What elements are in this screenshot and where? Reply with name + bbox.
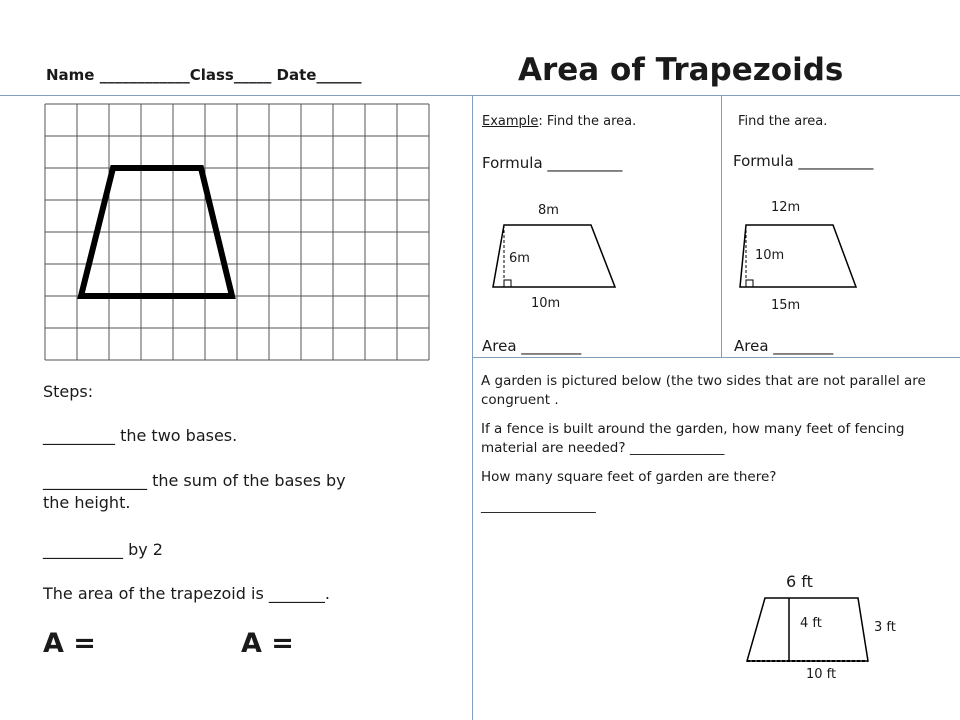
name-class-date-line: Name ____________Class_____ Date______ [46, 66, 362, 84]
step-3: __________ by 2 [43, 540, 163, 559]
formula-left: A = [43, 628, 96, 659]
problem-formula: Formula __________ [733, 152, 874, 170]
grid-trapezoid-figure [38, 100, 438, 362]
garden-divider [473, 357, 960, 358]
problem-area: Area ________ [734, 337, 834, 355]
step-2-line-1: _____________ the sum of the bases by [43, 471, 346, 490]
garden-text-2: If a fence is built around the garden, how many feet of fencing material are needed? ______________ [481, 421, 905, 456]
example-instruction [482, 114, 636, 129]
example-label: Example [482, 114, 539, 129]
garden-height-label: 4 ft [800, 616, 822, 631]
problem-instruction: Find the area. [738, 114, 828, 129]
example-area: Area ________ [482, 337, 582, 355]
example-height-label: 6m [509, 251, 530, 266]
garden-top-base: 6 ft [786, 572, 813, 591]
example-divider [721, 95, 722, 357]
garden-text-3: How many square feet of garden are there? [481, 469, 777, 485]
example-instruction-text: : Find the area. [538, 114, 637, 129]
problem-top-base: 12m [771, 200, 801, 215]
problem-right-angle [746, 280, 753, 287]
problem-bottom-base: 15m [771, 298, 801, 313]
garden-answer-line: _________________ [481, 498, 596, 514]
page-title: Area of Trapezoids [518, 52, 844, 88]
formula-right: A = [241, 628, 294, 659]
example-top-base: 8m [538, 203, 559, 218]
center-divider [472, 95, 473, 720]
step-1: _________ the two bases. [43, 426, 238, 445]
garden-side-label: 3 ft [874, 620, 896, 635]
example-bottom-base: 10m [531, 296, 561, 311]
example-right-angle [504, 280, 511, 287]
header-divider [0, 95, 960, 96]
problem-height-label: 10m [755, 248, 785, 263]
example-formula: Formula __________ [482, 154, 623, 172]
step-2-line-2: the height. [43, 493, 131, 512]
conclusion: The area of the trapezoid is _______. [43, 584, 330, 603]
garden-bottom-base: 10 ft [806, 667, 837, 682]
garden-text-1: A garden is pictured below (the two sides that are not parallel are congruent . [481, 373, 926, 408]
garden-problem [481, 372, 941, 526]
steps-heading: Steps: [43, 382, 94, 401]
